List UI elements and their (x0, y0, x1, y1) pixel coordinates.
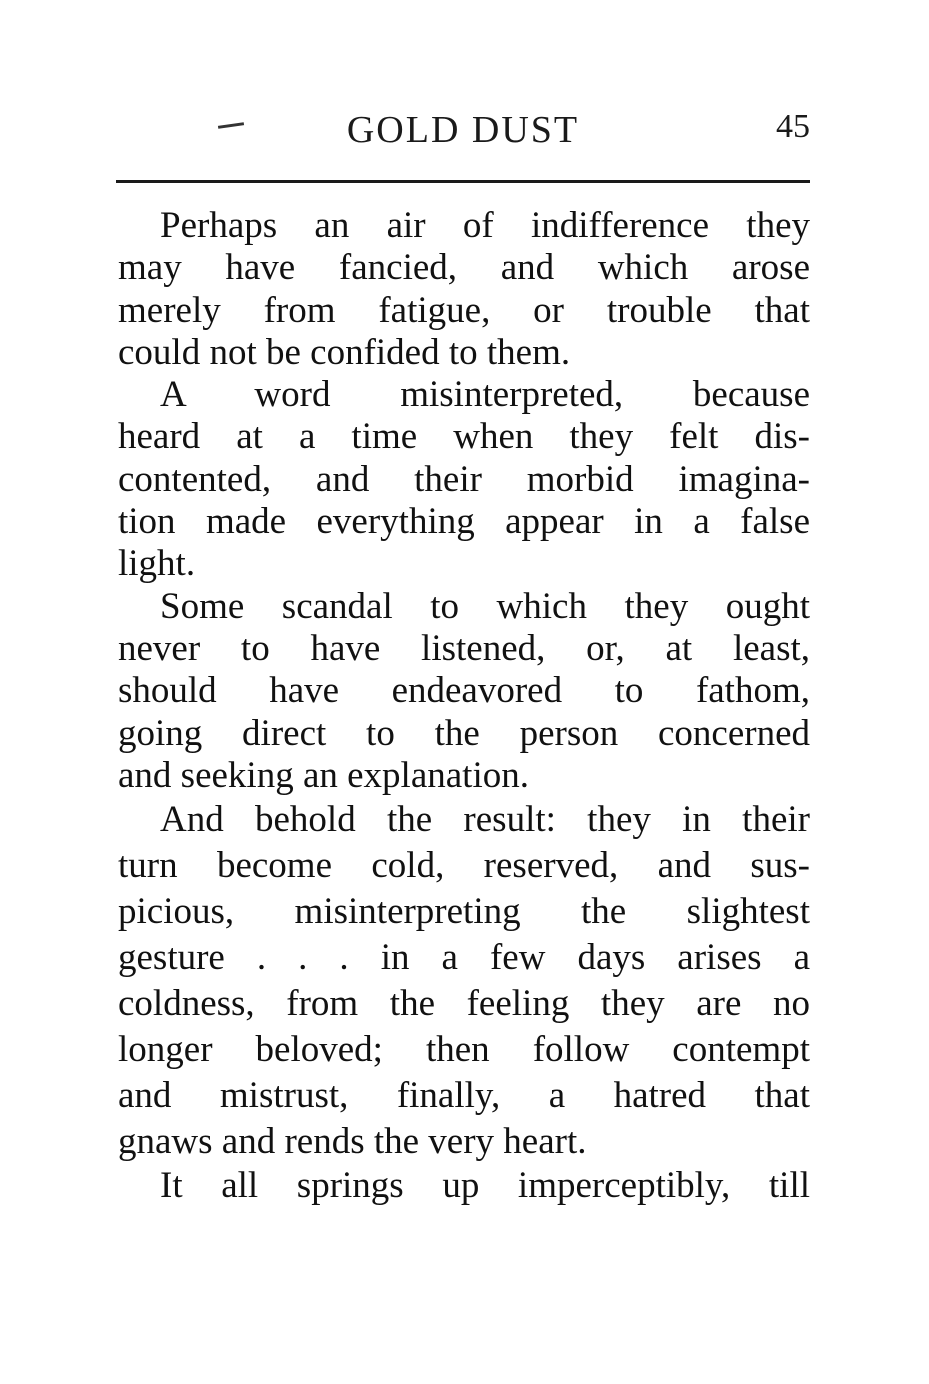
page-number: 45 (776, 108, 810, 145)
text-line: merely from fatigue, or trouble that (118, 289, 810, 331)
paragraph (118, 1165, 810, 1207)
text-line: It all springs up imperceptibly, till (160, 1165, 810, 1207)
text-line: contented, and their morbid imagina- (118, 458, 810, 500)
paragraph (118, 797, 810, 1165)
text-line: could not be confided to them. (118, 331, 571, 373)
text-line: tion made everything appear in a false (118, 501, 810, 543)
text-line: and mistrust, finally, a hatred that (118, 1075, 810, 1117)
text-line: Some scandal to which they ought (160, 585, 810, 627)
text-line: Perhaps an air of indifference they (160, 205, 810, 246)
text-line: picious, misinterpreting the slightest (118, 891, 810, 933)
text-line: may have fancied, and which arose (118, 247, 810, 289)
text-line: should have endeavored to fathom, (118, 670, 810, 712)
paragraph (118, 586, 810, 797)
text-line: longer beloved; then follow contempt (118, 1029, 810, 1071)
text-line: light. (118, 543, 196, 585)
text-line: and seeking an explanation. (118, 754, 529, 796)
body-text (118, 205, 810, 1207)
paragraph (118, 374, 810, 585)
running-head (116, 108, 810, 158)
header-rule (116, 180, 810, 183)
text-line: never to have listened, or, at least, (118, 627, 810, 669)
text-line: And behold the result: they in their (160, 799, 810, 841)
text-line: heard at a time when they felt dis- (118, 416, 810, 458)
text-line: coldness, from the feeling they are no (118, 983, 810, 1025)
text-line: A word misinterpreted, because (160, 374, 810, 416)
text-line: gesture . . . in a few days arises a (118, 937, 810, 979)
text-line: turn become cold, reserved, and sus- (118, 845, 810, 887)
paragraph (118, 205, 810, 374)
text-line: gnaws and rends the very heart. (118, 1121, 587, 1163)
text-line: going direct to the person concerned (118, 712, 810, 754)
running-title: GOLD DUST (346, 109, 580, 151)
